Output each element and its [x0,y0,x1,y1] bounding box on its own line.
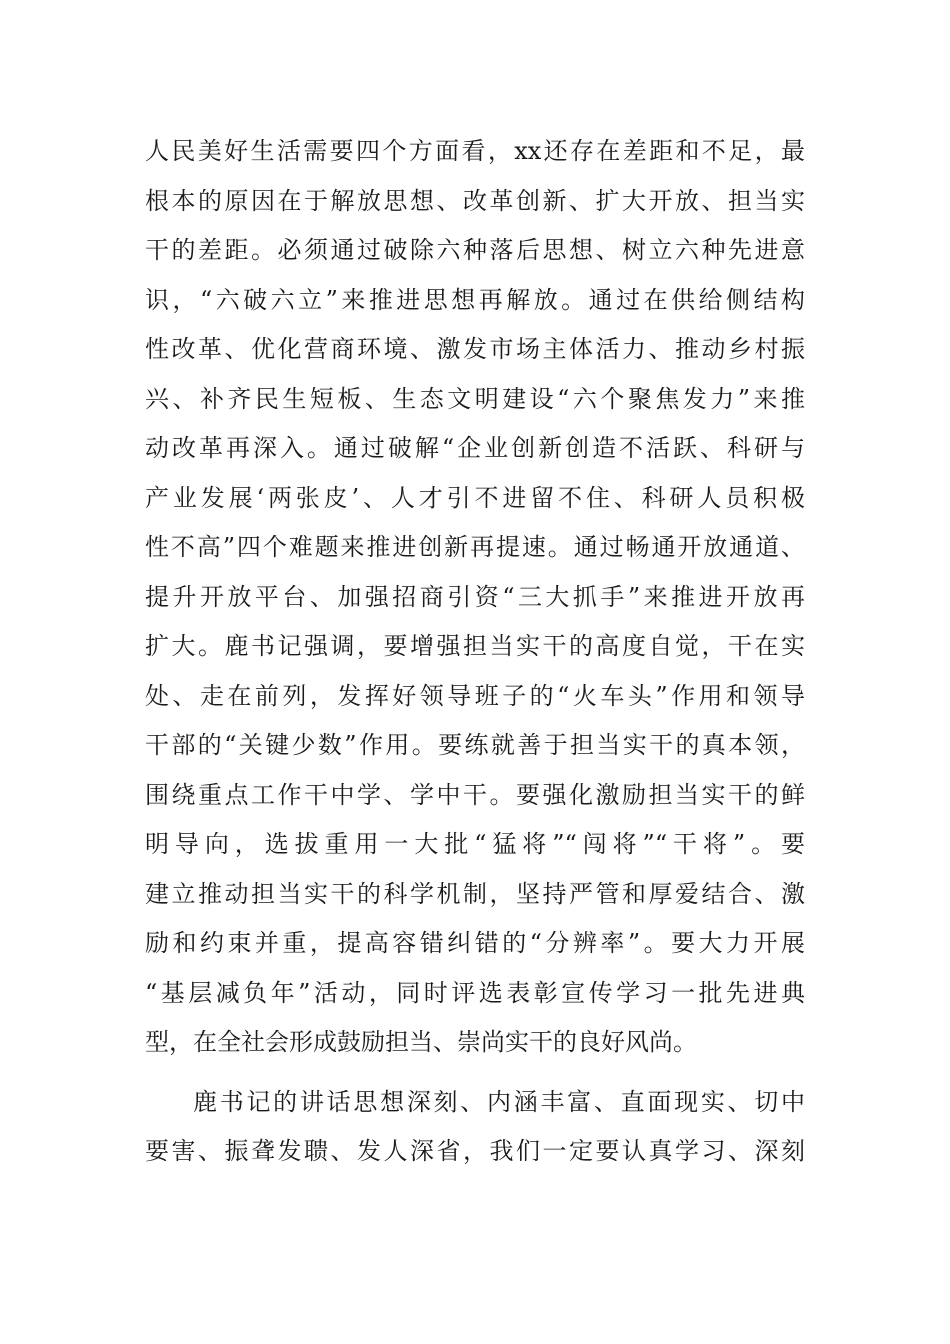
text-line: 扩大。鹿书记强调，要增强担当实干的高度自觉，干在实 [145,632,805,660]
text-line: 干的差距。必须通过破除六种落后思想、树立六种先进意 [145,236,805,264]
paragraph-gap [145,1068,805,1078]
text-line: 识，“六破六立”来推进思想再解放。通过在供给侧结构 [145,285,805,314]
text-line: 人民美好生活需要四个方面看，xx还存在差距和不足，最 [145,137,805,165]
text-line: 兴、补齐民生短板、生态文明建设“六个聚焦发力”来推 [145,384,805,413]
document-body [145,127,805,1177]
text-line: 性改革、优化营商环境、激发市场主体活力、推动乡村振 [145,335,805,363]
text-line: 动改革再深入。通过破解“企业创新创造不活跃、科研与 [145,434,805,462]
text-line: 处、走在前列，发挥好领导班子的“火车头”作用和领导 [145,681,805,710]
text-line: 要害、振聋发聩、发人深省，我们一定要认真学习、深刻 [145,1137,805,1165]
text-line: 励和约束并重，提高容错纠错的“分辨率”。要大力开展 [145,929,805,957]
text-line: 型，在全社会形成鼓励担当、崇尚实干的良好风尚。 [145,1028,697,1056]
text-line: “基层减负年”活动，同时评选表彰宣传学习一批先进典 [145,978,805,1007]
text-line: 鹿书记的讲话思想深刻、内涵丰富、直面现实、切中 [193,1087,805,1116]
text-line: 围绕重点工作干中学、学中干。要强化激励担当实干的鲜 [145,780,805,809]
text-line: 产业发展‘两张皮’、人才引不进留不住、科研人员积极 [145,483,805,512]
paragraph-1 [145,127,805,1068]
text-line: 提升开放平台、加强招商引资“三大抓手”来推进开放再 [145,582,805,611]
text-line: 根本的原因在于解放思想、改革创新、扩大开放、担当实 [145,186,805,215]
text-line: 明导向，选拔重用一大批“猛将”“闯将”“干将”。要 [145,830,805,858]
paragraph-2 [145,1078,805,1177]
text-line: 建立推动担当实干的科学机制，坚持严管和厚爱结合、激 [145,879,805,908]
text-line: 干部的“关键少数”作用。要练就善于担当实干的真本领， [145,731,805,759]
text-line: 性不高”四个难题来推进创新再提速。通过畅通开放通道、 [145,533,805,561]
